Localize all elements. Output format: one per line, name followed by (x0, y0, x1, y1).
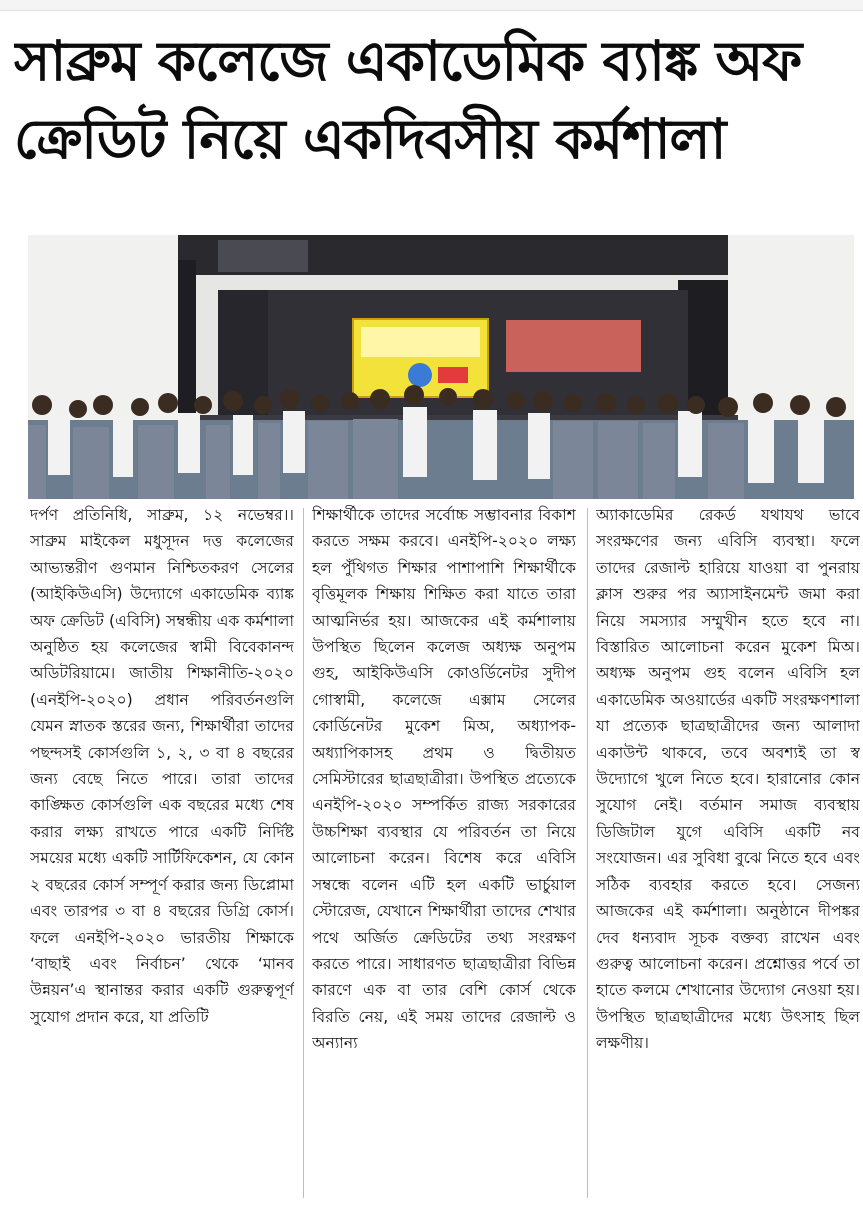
headline (14, 22, 854, 178)
article-column-2: শিক্ষার্থীকে তাদের সর্বোচ্চ সম্ভাবনার বিকাশ করতে সক্ষম করবে। এনইপি-২০২০ লক্ষ্য হল পুঁথিগত শিক্ষার পাশাপাশি শিক্ষার্থীকে বৃত্তিমূলক শিক্ষায় শিক্ষিত করা যাতে তারা আত্মনির্ভর হয়। আজকের এই কর্মশালায় উপস্থিত ছিলেন কলেজ অধ্যক্ষ অনুপম গুহ, আইকিউএসি কোওর্ডিনেটর সুদীপ গোস্বামী, কলেজে এক্সাম সেলের কোর্ডিনেটর মুকেশ মিঅ, অধ্যাপক-অধ্যাপিকাসহ প্রথম ও দ্বিতীয়ত সেমিস্টারের ছাত্রছাত্রীরা। উপস্থিত প্রত্যেকে এনইপি-২০২০ সম্পর্কিত রাজ্য সরকারের উচ্চশিক্ষা ব্যবস্থার যে পরিবর্তন তা নিয়ে আলোচনা করেন। বিশেষ করে এবিসি সম্বন্ধে বলেন এটি হল একটি ভার্চুয়াল স্টোরেজ, যেখানে শিক্ষার্থীরা তাদের শেখার পথে অর্জিত ক্রেডিটের তথ্য সংরক্ষণ করতে পারে। সাধারণত ছাত্রছাত্রীরা বিভিন্ন কারণে এক বা তার বেশি কোর্স থেকে বিরতি নেয়, এই সময় তাদের রেজাল্ট ও অন্যান্য (312, 506, 576, 1053)
group-photo-illustration (28, 235, 854, 499)
group-photo (28, 235, 854, 499)
column-divider (587, 508, 588, 1198)
article-column-1: দর্পণ প্রতিনিধি, সাব্রুম, ১২ নভেম্বর।। সাব্রুম মাইকেল মধুসূদন দত্ত কলেজের আভ্যন্তরীণ গুণমান নিশ্চিতকরণ সেলের (আইকিউএসি) উদ্যোগে একাডেমিক ব্যাঙ্ক অফ ক্রেডিট (এবিসি) সম্বন্ধীয় এক কর্মশালা অনুষ্ঠিত হয় কলেজের স্বামী বিবেকানন্দ অডিটরিয়ামে। জাতীয় শিক্ষানীতি-২০২০ (এনইপি-২০২০) প্রধান পরিবর্তনগুলি যেমন স্নাতক স্তরের জন্য, শিক্ষার্থীরা তাদের পছন্দসই কোর্সগুলি ১, ২, ৩ বা ৪ বছরের জন্য বেছে নিতে পারে। তারা তাদের কাঙ্ক্ষিত কোর্সগুলি এক বছরের মধ্যে শেষ করার লক্ষ্য রাখতে পারে একটি নির্দিষ্ট সময়ের মধ্যে একটি সার্টিফিকেশন, যে কোন ২ বছরের কোর্স সম্পূর্ণ করার জন্য ডিপ্লোমা এবং তারপর ৩ বা ৪ বছরের ডিগ্রি কোর্স। ফলে এনইপি-২০২০ ভারতীয় শিক্ষাকে ‘বাছাই এবং নির্বাচন’ থেকে ‘মানব উন্নয়ন’এ স্থানান্তর করার একটি গুরুত্বপূর্ণ সুযোগ প্রদান করে, যা প্রতিটি (30, 506, 294, 1026)
headline-line-2: ক্রেডিট নিয়ে একদিবসীয় কর্মশালা (14, 107, 726, 171)
column-divider (303, 508, 304, 1198)
headline-line-1: সাব্রুম কলেজে একাডেমিক ব্যাঙ্ক অফ (14, 29, 802, 93)
article-column-3: অ্যাকাডেমির রেকর্ড যথাযথ ভাবে সংরক্ষণের জন্য এবিসি ব্যবস্থা। ফলে তাদের রেজাল্ট হারিয়ে যাওয়া বা পুনরায় ক্লাস শুরুর পর অ্যাসাইনমেন্ট জমা করা নিয়ে সমস্যার সম্মুখীন হতে হবে না। বিস্তারিত আলোচনা করেন মুকেশ মিঅ। অধ্যক্ষ অনুপম গুহ বলেন এবিসি হল একাডেমিক অওয়ার্ডের একটি সংরক্ষণশালা যা প্রত্যেক ছাত্রছাত্রীদের জন্য আলাদা একাউন্ট থাকবে, তবে অবশ্যই তা স্ব উদ্যোগে খুলে নিতে হবে। হারানোর কোন সুযোগ নেই। বর্তমান সমাজ ব্যবস্থায় ডিজিটাল যুগে এবিসি একটি নব সংযোজন। এর সুবিধা বুঝে নিতে হবে এবং সঠিক ব্যবহার করতে হবে। সেজন্য আজকের এই কর্মশালা। অনুষ্ঠানে দীপঙ্কর দেব ধন্যবাদ সূচক বক্তব্য রাখেন এবং গুরুত্ব আলোচনা করেন। প্রশ্নোত্তর পর্বে তা হাতে কলমে শেখানোর উদ্যোগ নেওয়া হয়। উপস্থিত ছাত্রছাত্রীদের মধ্যে উৎসাহ ছিল লক্ষণীয়। (596, 506, 860, 1053)
page-top-edge (0, 0, 863, 11)
article-body (30, 502, 860, 1202)
